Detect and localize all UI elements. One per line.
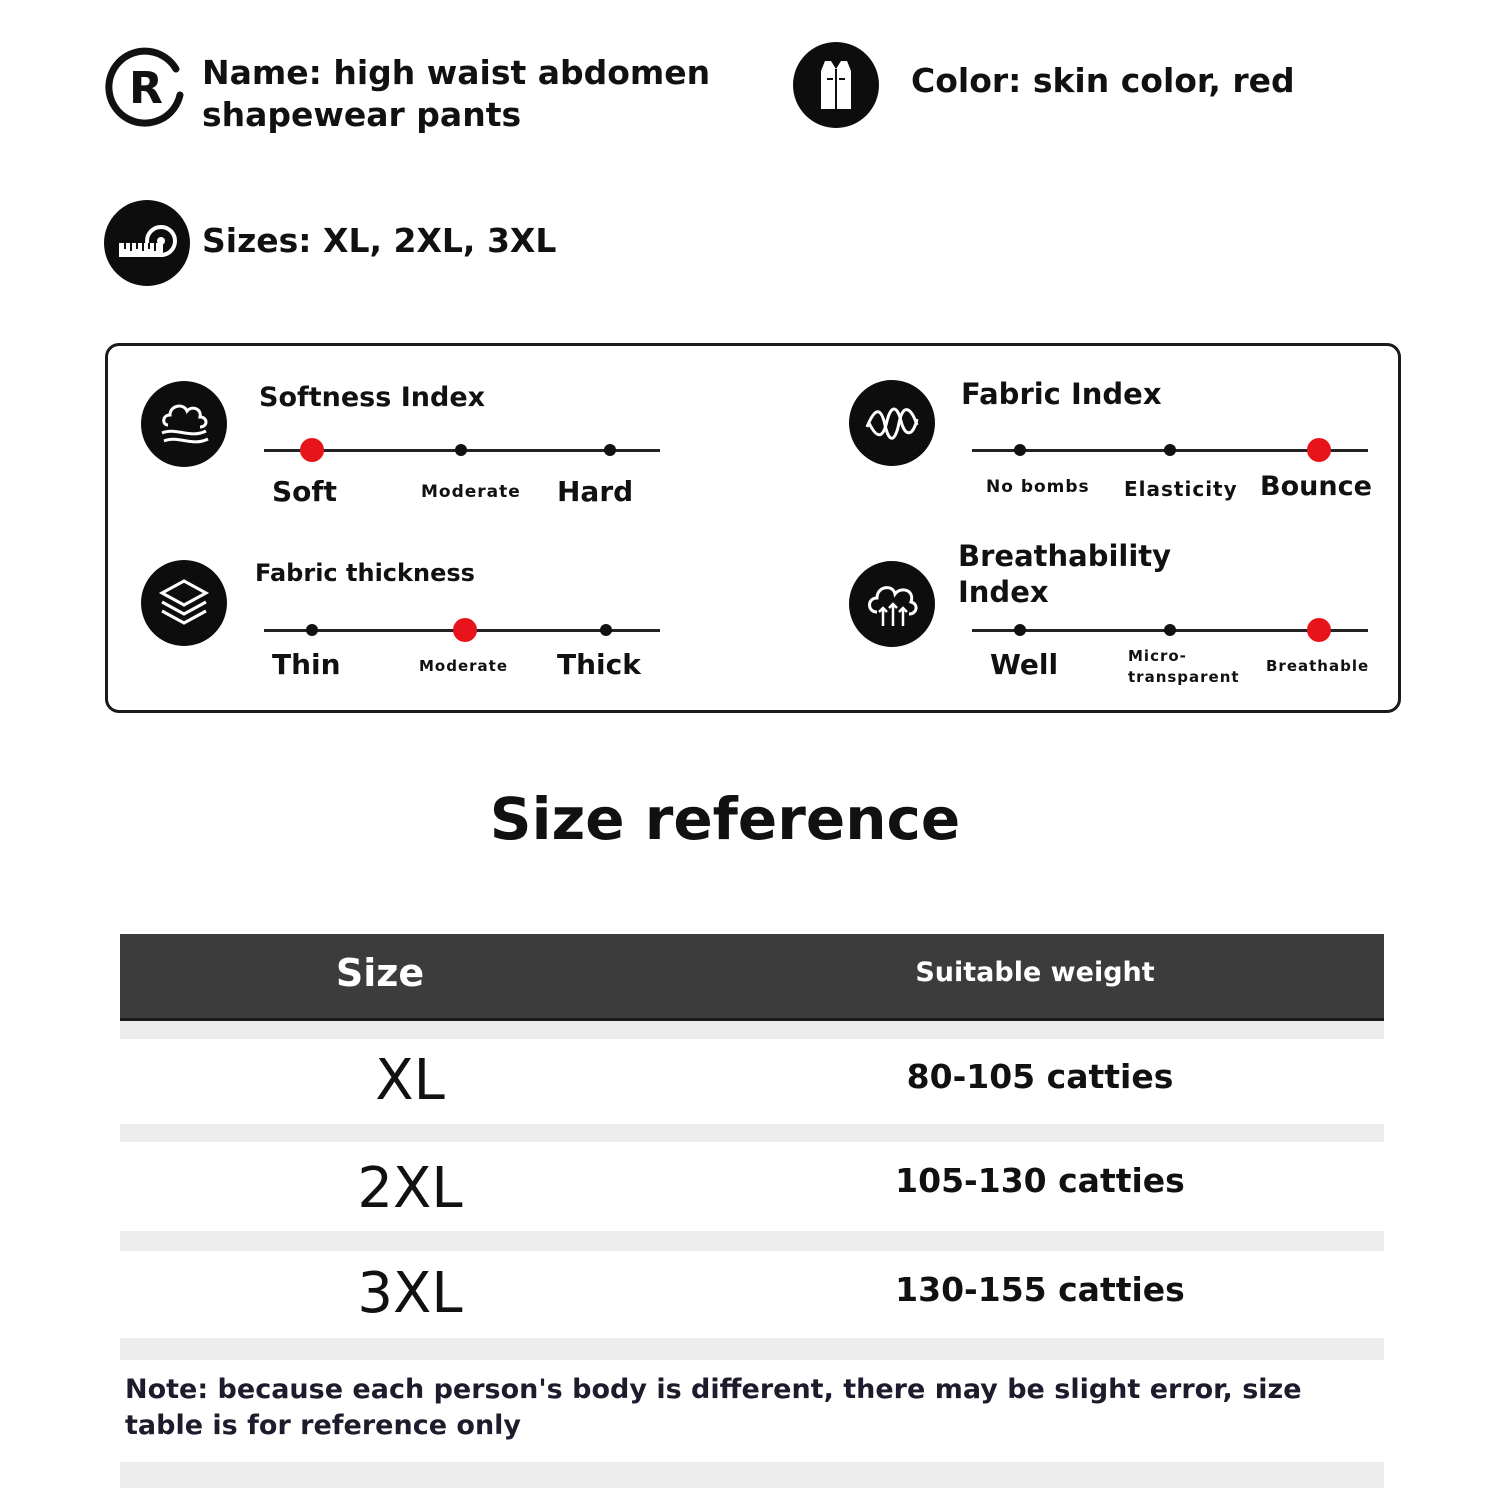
fabric-title: Fabric Index <box>961 377 1162 411</box>
breathability-title-line1: Breathability <box>958 539 1172 573</box>
size-table-header <box>120 934 1384 1021</box>
breathability-title <box>958 538 1171 610</box>
size-column-header: Size <box>335 951 425 995</box>
fabric-dot-elasticity[interactable] <box>1164 444 1176 456</box>
fabric-dot-bounce[interactable] <box>1307 438 1331 462</box>
thickness-dot-thin[interactable] <box>306 624 318 636</box>
weight-cell-3xl: 130-155 catties <box>895 1270 1185 1309</box>
softness-dot-moderate[interactable] <box>455 444 467 456</box>
table-divider <box>120 1021 1384 1039</box>
thickness-label-thin: Thin <box>272 648 341 681</box>
softness-dot-hard[interactable] <box>604 444 616 456</box>
thickness-title: Fabric thickness <box>255 559 475 587</box>
size-cell-2xl: 2XL <box>357 1156 463 1221</box>
cloud-icon <box>141 381 227 467</box>
svg-text:R: R <box>129 63 163 114</box>
tape-measure-icon <box>104 200 190 286</box>
size-reference-title: Size reference <box>489 785 961 853</box>
size-note: Note: because each person's body is different, there may be slight error, size table is for reference only <box>125 1374 1302 1441</box>
size-cell-3xl: 3XL <box>357 1261 463 1326</box>
breathability-label-breathable: Breathable <box>1266 657 1370 675</box>
thickness-dot-thick[interactable] <box>600 624 612 636</box>
breathable-cloud-icon <box>849 561 935 647</box>
breathability-dot-well[interactable] <box>1014 624 1026 636</box>
softness-title: Softness Index <box>259 382 486 413</box>
breathability-label-micro: Micro- transparent <box>1128 647 1240 686</box>
breathability-dot-breathable[interactable] <box>1307 618 1331 642</box>
wave-icon <box>849 380 935 466</box>
fabric-dot-no-bombs[interactable] <box>1014 444 1026 456</box>
product-name-line1: Name: high waist abdomen <box>202 53 711 92</box>
registered-icon <box>104 45 188 129</box>
softness-label-moderate: Moderate <box>421 482 521 502</box>
softness-label-soft: Soft <box>272 475 337 508</box>
breathability-dot-micro[interactable] <box>1164 624 1176 636</box>
bottom-divider <box>120 1462 1384 1488</box>
fabric-label-bounce: Bounce <box>1260 471 1372 502</box>
weight-cell-2xl: 105-130 catties <box>895 1161 1185 1200</box>
thickness-dot-moderate[interactable] <box>453 618 477 642</box>
layers-icon <box>141 560 227 646</box>
weight-column-header: Suitable weight <box>915 957 1155 988</box>
weight-cell-xl: 80-105 catties <box>906 1057 1174 1096</box>
product-sizes: Sizes: XL, 2XL, 3XL <box>202 221 557 260</box>
table-divider <box>120 1338 1384 1360</box>
product-name <box>202 52 710 136</box>
table-divider <box>120 1124 1384 1142</box>
thickness-label-thick: Thick <box>557 648 641 681</box>
softness-dot-soft[interactable] <box>300 438 324 462</box>
product-name-line2: shapewear pants <box>202 95 522 134</box>
softness-label-hard: Hard <box>557 475 634 508</box>
thickness-label-moderate: Moderate <box>419 657 509 675</box>
product-color: Color: skin color, red <box>911 61 1295 100</box>
table-divider <box>120 1231 1384 1251</box>
size-cell-xl: XL <box>375 1048 445 1113</box>
fabric-label-no-bombs: No bombs <box>986 477 1090 497</box>
garment-icon <box>793 42 879 128</box>
fabric-label-elasticity: Elasticity <box>1124 477 1238 501</box>
breathability-label-well: Well <box>990 648 1059 681</box>
breathability-title-line2: Index <box>958 575 1049 609</box>
